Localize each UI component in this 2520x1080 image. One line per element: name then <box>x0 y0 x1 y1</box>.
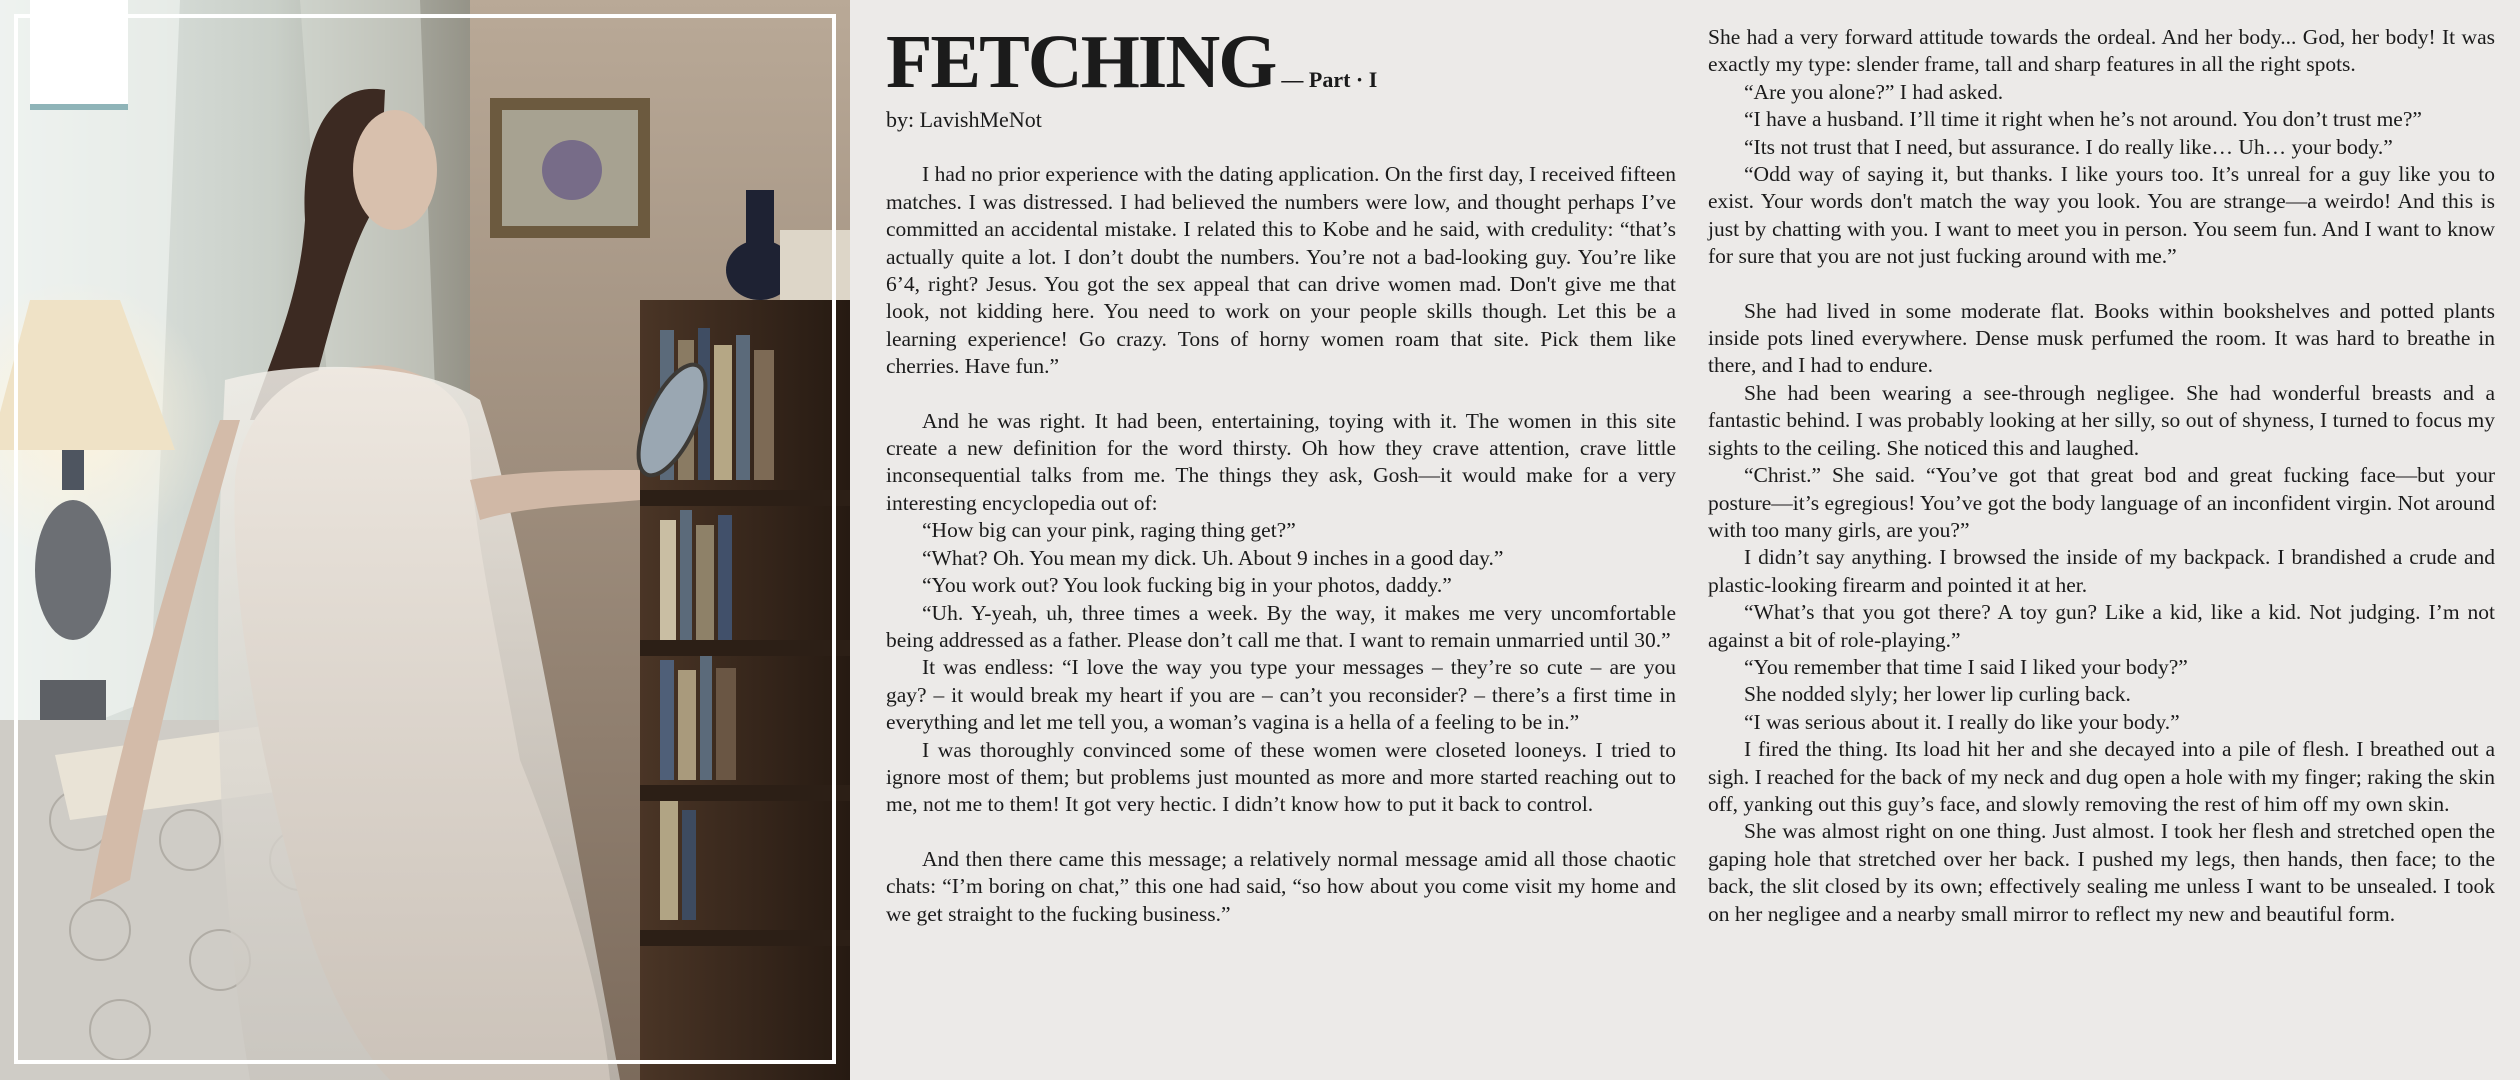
paragraph: She had been wearing a see-through negligee. She had wonderful breasts and a fantastic behind. I was probably looking at her silly, so out of shyness, I turned to focus my sights to the ceiling. She noticed this and laughed. <box>1708 380 2495 460</box>
column1-paragraphs <box>886 161 1676 928</box>
article-body <box>850 0 2520 1080</box>
paragraph: “I have a husband. I’ll time it right when he’s not around. You don’t trust me?” <box>1744 107 2422 132</box>
part-label: — Part · I <box>1281 67 1378 92</box>
paragraph: I fired the thing. Its load hit her and she decayed into a pile of flesh. I breathed out a sigh. I reached for the back of my neck and dug open a hole with my finger; raking the skin off, yanking out this guy’s face, and slowly removing the rest of him off my own skin. <box>1708 737 2495 816</box>
corner-tab <box>30 0 128 110</box>
story-title: FETCHING <box>886 20 1276 104</box>
paragraph: “Uh. Y-yeah, uh, three times a week. By the way, it makes me very uncomfortable being addressed as a father. Please don’t call me that. I want to remain unmarried until 30.” <box>886 600 1676 652</box>
title-row <box>886 20 1676 104</box>
paragraph: “Odd way of saying it, but thanks. I like yours too. It’s unreal for a guy like you to exist. Your words don't match the way you look. You are strange—a weirdo! And this is just by chatting with you. I want to meet you in person. You seem fun. And I want to know for sure that you are not just fucking around with me.” <box>1708 162 2495 269</box>
paragraph: I had no prior experience with the dating application. On the first day, I received fifteen matches. I was distressed. I had believed the numbers were low, and thought perhaps I’ve committed an accidental mistake. I related this to Kobe and he said, with credulity: “that’s actually quite a lot. I don’t doubt the numbers. You’re not a bad-looking guy. You’re like 6’4, right? Jesus. You got the sex appeal that can drive women mad. Don't give me that look, not kidding here. You need to work on your people skills though. Let this be a learning experience! Go crazy. Tons of horny women roam that site. Pick them like cherries. Have fun.” <box>886 162 1676 379</box>
text-column-right <box>1708 24 2495 928</box>
text-column-left <box>886 20 1676 928</box>
photo-illustration <box>0 0 850 1080</box>
paragraph: It was endless: “I love the way you type your messages – they’re so cute – are you gay? – it would break my heart if you are – can’t you reconsider? – there’s a first time in everything and let me tell you, a woman’s vagina is a hella of a feeling to be in.” <box>886 655 1676 735</box>
paragraph: And then there came this message; a relatively normal message amid all those chaotic chats: “I’m boring on chat,” this one had said, “so how about you come visit my home and we get straight to the fucking business.” <box>886 846 1676 926</box>
paragraph: “Are you alone?” I had asked. <box>1744 79 2004 104</box>
paragraph: “Its not trust that I need, but assurance. I do really like… Uh… your body.” <box>1744 134 2393 159</box>
paragraph: And he was right. It had been, entertaining, toying with it. The women in this site create a new definition for the word thirsty. Oh how they crave attention, crave little inconsequential talks from me. The things they ask, Gosh—it would make for a very interesting encyclopedia out of: <box>886 408 1676 515</box>
paragraph: “I was serious about it. I really do like your body.” <box>1744 709 2180 734</box>
paragraph: She was almost right on one thing. Just almost. I took her flesh and stretched open the gaping hole that stretched over her back. I pushed my legs, then hands, then face; to the back, the slit closed by its own; effectively sealing me unless I want to be unsealed. I took on her negligee and a nearby small mirror to reflect my new and beautiful form. <box>1708 819 2495 926</box>
paragraph: “How big can your pink, raging thing get?” <box>922 518 1296 543</box>
paragraph: “What’s that you got there? A toy gun? Like a kid, like a kid. Not judging. I’m not against a bit of role-playing.” <box>1708 600 2495 652</box>
paragraph: I didn’t say anything. I browsed the inside of my backpack. I brandished a crude and plastic-looking firearm and pointed it at her. <box>1708 545 2495 597</box>
cover-photo <box>0 0 850 1080</box>
paragraph: “You remember that time I said I liked your body?” <box>1744 654 2188 679</box>
column2-paragraphs <box>1708 24 2495 928</box>
paragraph: She nodded slyly; her lower lip curling back. <box>1744 682 2131 707</box>
byline: by: LavishMeNot <box>886 107 1042 132</box>
paragraph: She had a very forward attitude towards the ordeal. And her body... God, her body! It was exactly my type: slender frame, tall and sharp features in all the right spots. <box>1708 25 2495 77</box>
paragraph: “You work out? You look fucking big in your photos, daddy.” <box>922 573 1452 598</box>
paragraph: I was thoroughly convinced some of these women were closeted looneys. I tried to ignore most of them; but problems just mounted as more and more started reaching out to me, not me to them! It got very hectic. I didn’t know how to put it back to control. <box>886 737 1676 817</box>
paragraph: “Christ.” She said. “You’ve got that great bod and great fucking face—but your posture—it’s egregious! You’ve got the body language of an inconfident virgin. Not around with too many girls, are you?” <box>1708 463 2495 542</box>
paragraph: “What? Oh. You mean my dick. Uh. About 9 inches in a good day.” <box>922 545 1504 570</box>
paragraph: She had lived in some moderate flat. Books within bookshelves and potted plants inside pots lined everywhere. Dense musk perfumed the room. It was hard to breathe in there, and I had to endure. <box>1708 298 2495 378</box>
